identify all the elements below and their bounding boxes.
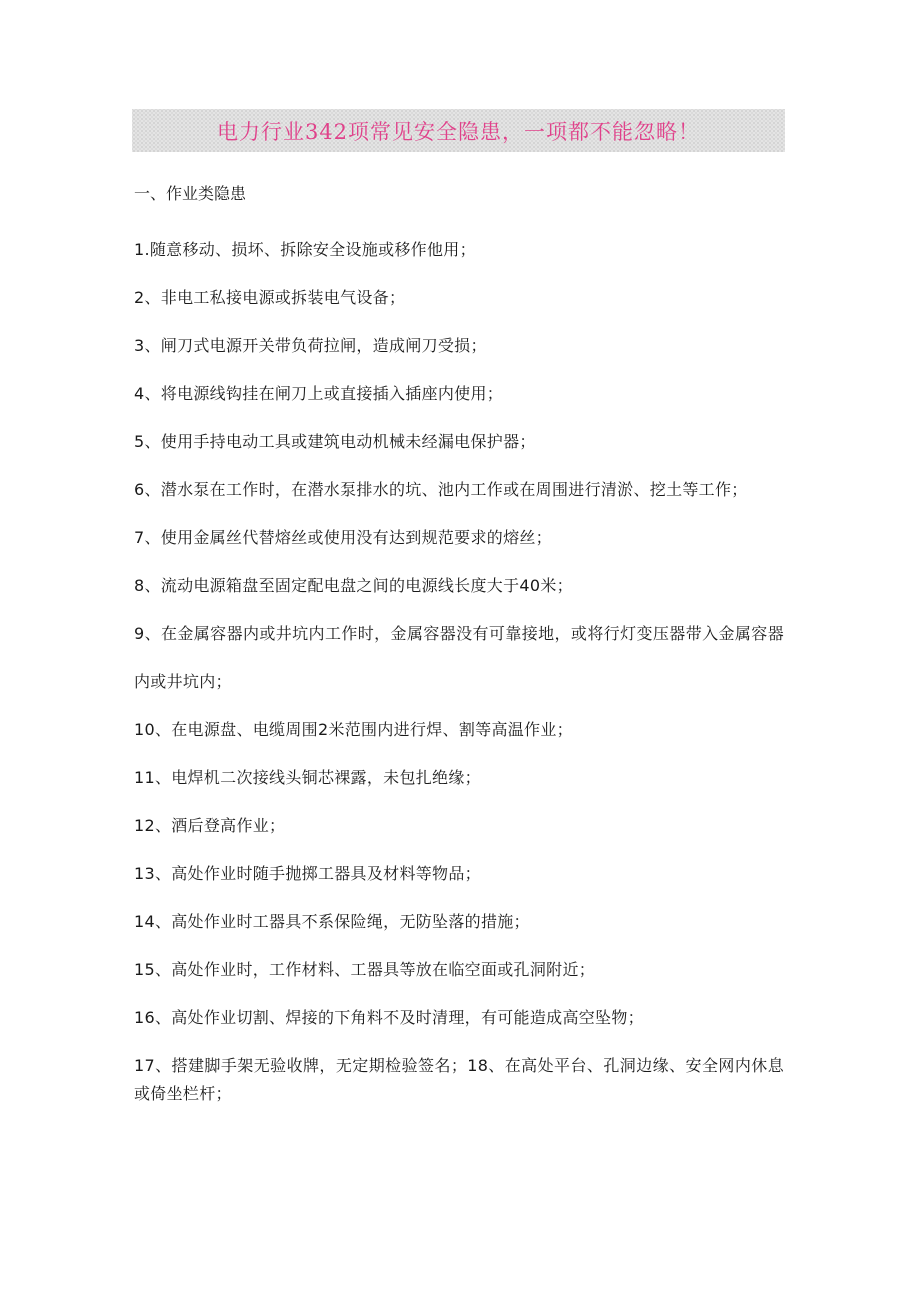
list-item: 1.随意移动、损坏、拆除安全设施或移作他用； (134, 240, 476, 259)
list-item: 16、高处作业切割、焊接的下角料不及时清理，有可能造成高空坠物； (134, 1008, 644, 1027)
list-item: 15、高处作业时，工作材料、工器具等放在临空面或孔洞附近； (134, 960, 596, 979)
list-item: 2、非电工私接电源或拆装电气设备； (134, 288, 406, 307)
list-item: 9、在金属容器内或井坑内工作时，金属容器没有可靠接地，或将行灯变压器带入金属容器内或井坑内； (134, 624, 784, 691)
list-item: 17、搭建脚手架无验收牌，无定期检验签名；18、在高处平台、孔洞边缘、安全网内休息或倚坐栏杆； (134, 1056, 784, 1103)
title-banner (132, 109, 785, 152)
list-item: 14、高处作业时工器具不系保险绳，无防坠落的措施； (134, 912, 530, 931)
list-item: 12、酒后登高作业； (134, 816, 286, 835)
section-heading: 一、作业类隐患 (134, 184, 247, 203)
list-item: 13、高处作业时随手抛掷工器具及材料等物品； (134, 864, 481, 883)
list-item: 10、在电源盘、电缆周围2米范围内进行焊、割等高温作业； (134, 720, 573, 739)
document-body (134, 178, 784, 1108)
list-item: 3、闸刀式电源开关带负荷拉闸，造成闸刀受损； (134, 336, 487, 355)
document-title: 电力行业342项常见安全隐患，一项都不能忽略！ (216, 119, 701, 144)
list-item: 7、使用金属丝代替熔丝或使用没有达到规范要求的熔丝； (134, 528, 552, 547)
list-item: 8、流动电源箱盘至固定配电盘之间的电源线长度大于40米； (134, 576, 573, 595)
list-item: 11、电焊机二次接线头铜芯裸露，未包扎绝缘； (134, 768, 481, 787)
list-item: 6、潜水泵在工作时，在潜水泵排水的坑、池内工作或在周围进行清淤、挖土等工作； (134, 480, 748, 499)
list-item: 4、将电源线钩挂在闸刀上或直接插入插座内使用； (134, 384, 504, 403)
list-item: 5、使用手持电动工具或建筑电动机械未经漏电保护器； (134, 432, 536, 451)
